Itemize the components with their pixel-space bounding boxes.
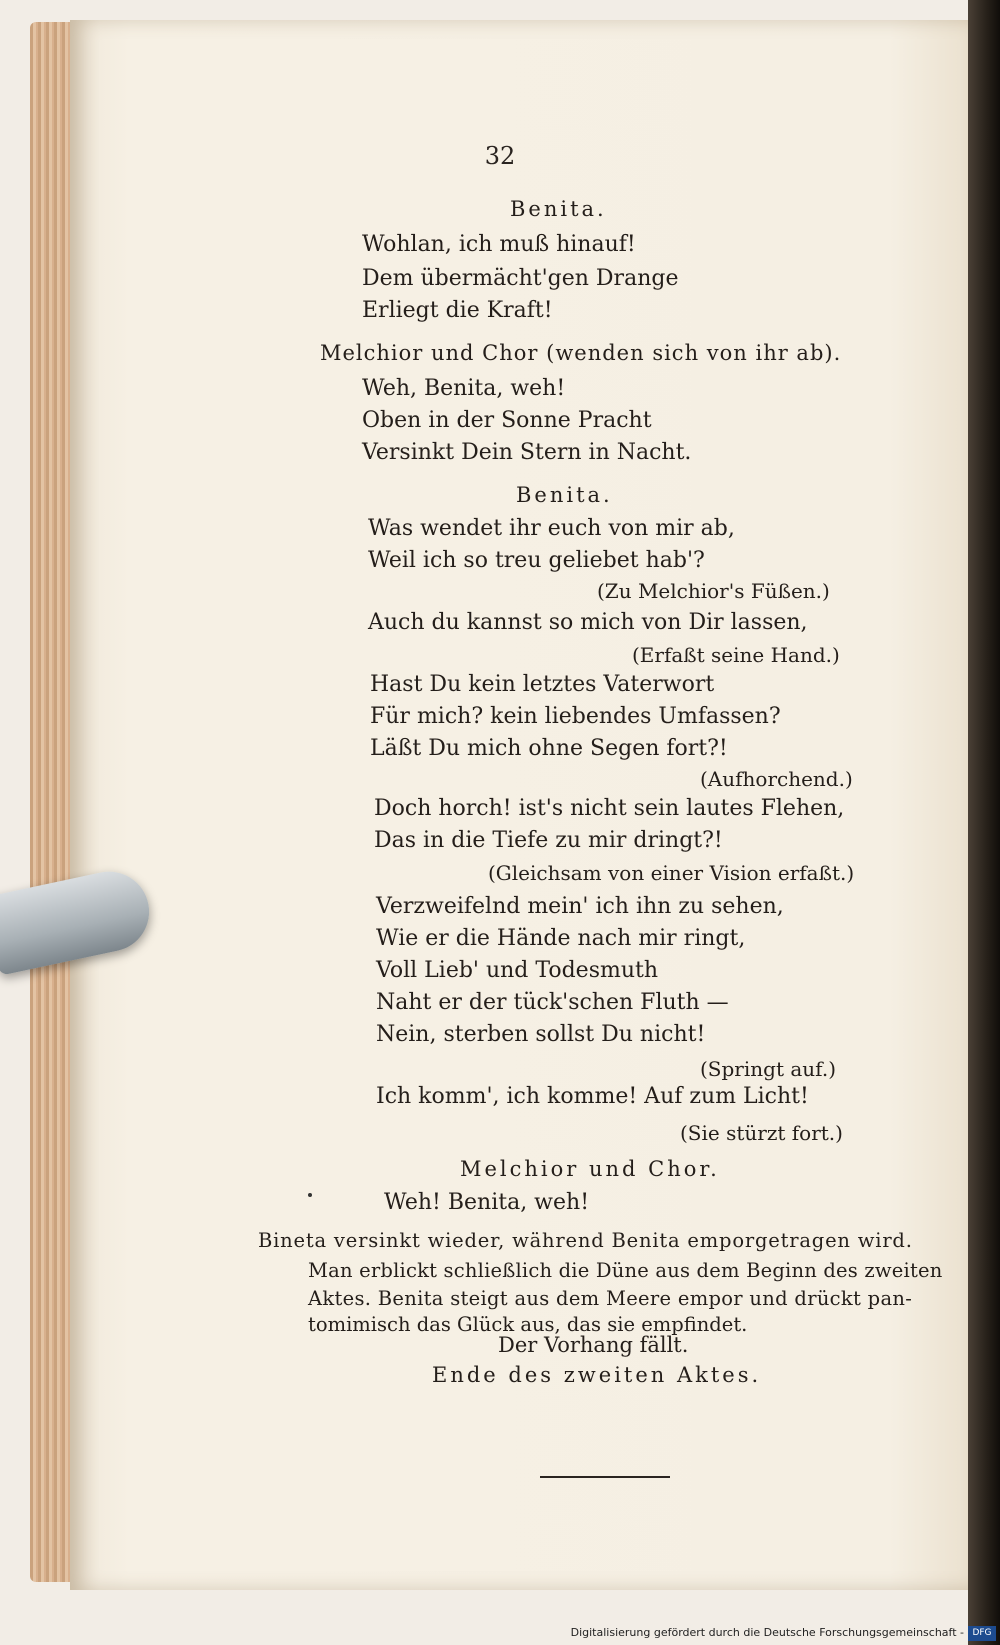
- stage-direction: (Sie stürzt fort.): [680, 1121, 843, 1145]
- verse-line: Dem übermächt'gen Drange: [362, 266, 679, 291]
- verse-line: Naht er der tück'schen Fluth —: [376, 990, 729, 1015]
- verse-line: Wohlan, ich muß hinauf!: [362, 232, 636, 257]
- digitization-credit: Digitalisierung gefördert durch die Deutsche Forschungsgemeinschaft -: [570, 1626, 964, 1639]
- verse-line: Doch horch! ist's nicht sein lautes Flehen,: [374, 796, 845, 821]
- verse-line: Nein, sterben sollst Du nicht!: [376, 1022, 706, 1047]
- speaker-melchior-chor: Melchior und Chor (wenden sich von ihr ab).: [320, 341, 842, 365]
- verse-line: Weh, Benita, weh!: [362, 376, 566, 401]
- verse-line: Hast Du kein letztes Vaterwort: [370, 672, 715, 697]
- verse-line: Weh! Benita, weh!: [384, 1190, 590, 1215]
- stage-paragraph-line: tomimisch das Glück aus, das sie empfindet.: [308, 1313, 748, 1336]
- verse-line: Wie er die Hände nach mir ringt,: [376, 926, 746, 951]
- verse-line: Auch du kannst so mich von Dir lassen,: [368, 610, 808, 635]
- verse-line: Erliegt die Kraft!: [362, 298, 553, 323]
- stage-direction: (Aufhorchend.): [700, 767, 853, 791]
- verse-line: Voll Lieb' und Todesmuth: [376, 958, 659, 983]
- dfg-logo: DFG: [968, 1626, 996, 1641]
- book-spine: [968, 0, 1000, 1645]
- stage-direction: (Erfaßt seine Hand.): [632, 643, 840, 667]
- stage-paragraph-line: Man erblickt schließlich die Düne aus dem Beginn des zweiten: [308, 1259, 943, 1282]
- speaker-benita: Benita.: [510, 197, 607, 221]
- stage-direction: (Springt auf.): [700, 1057, 836, 1081]
- act-end-line: Ende des zweiten Aktes.: [432, 1363, 762, 1387]
- ink-dot: [308, 1193, 312, 1197]
- curtain-line: Der Vorhang fällt.: [498, 1333, 689, 1357]
- speaker-melchior-chor: Melchior und Chor.: [460, 1157, 720, 1181]
- stage-paragraph-line: Aktes. Benita steigt aus dem Meere empor und drückt pan-: [308, 1287, 913, 1310]
- verse-line: Läßt Du mich ohne Segen fort?!: [370, 736, 728, 761]
- speaker-benita: Benita.: [516, 483, 613, 507]
- stage-paragraph-line: Bineta versinkt wieder, während Benita emporgetragen wird.: [258, 1229, 913, 1252]
- end-rule: [540, 1476, 670, 1478]
- verse-line: Versinkt Dein Stern in Nacht.: [362, 440, 692, 465]
- verse-line: Weil ich so treu geliebet hab'?: [368, 548, 705, 573]
- page-number: 32: [484, 142, 516, 170]
- verse-line: Ich komm', ich komme! Auf zum Licht!: [376, 1084, 809, 1109]
- verse-line: Was wendet ihr euch von mir ab,: [368, 516, 735, 541]
- verse-line: Verzweifelnd mein' ich ihn zu sehen,: [376, 894, 784, 919]
- verse-line: Für mich? kein liebendes Umfassen?: [370, 704, 781, 729]
- verse-line: Das in die Tiefe zu mir dringt?!: [374, 828, 723, 853]
- verse-line: Oben in der Sonne Pracht: [362, 408, 652, 433]
- stage-direction: (Gleichsam von einer Vision erfaßt.): [488, 861, 855, 885]
- stage-direction: (Zu Melchior's Füßen.): [597, 579, 830, 603]
